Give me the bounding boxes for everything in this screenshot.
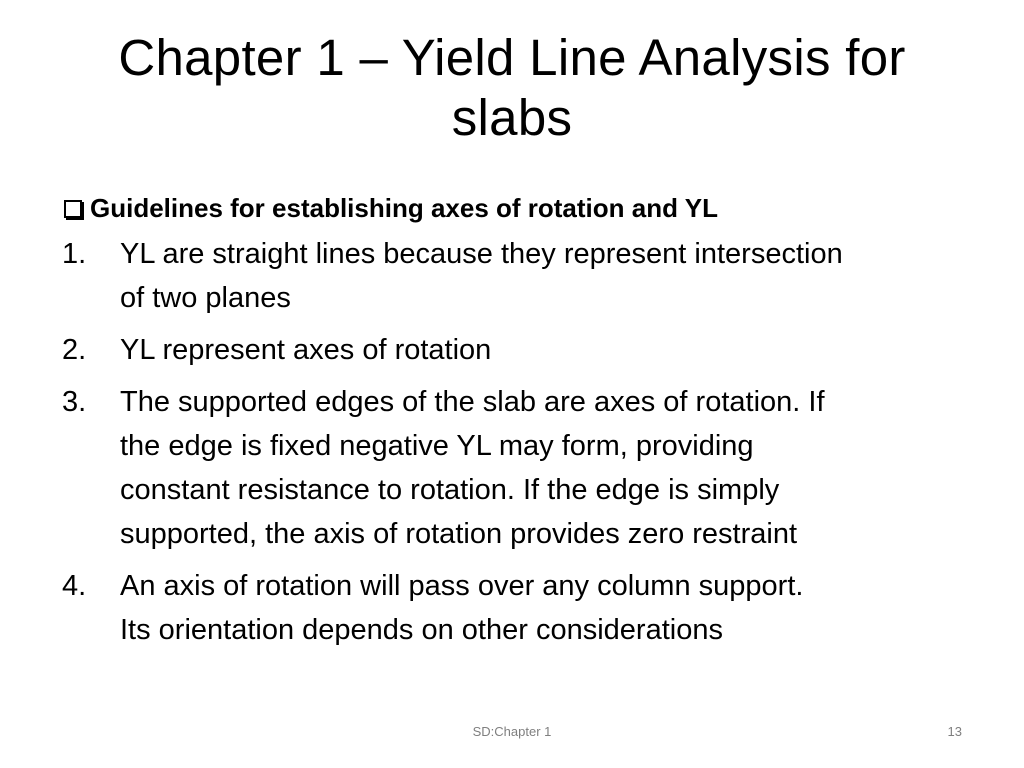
list-item-number: 1. (62, 238, 87, 270)
list-item-line: of two planes (120, 282, 291, 314)
guidelines-list (62, 232, 972, 652)
list-item-line: Its orientation depends on other considerations (120, 614, 723, 646)
list-item-number: 2. (62, 334, 87, 366)
list-item-line: YL represent axes of rotation (120, 334, 492, 366)
checkbox-bullet-icon (64, 200, 82, 218)
list-item-line: constant resistance to rotation. If the edge is simply (120, 474, 780, 506)
list-item-line: The supported edges of the slab are axes of rotation. If (120, 386, 825, 418)
slide-title-line-1: Chapter 1 – Yield Line Analysis for (118, 29, 906, 86)
list-item-number: 4. (62, 570, 87, 602)
list-item-number: 3. (62, 386, 87, 418)
list-item-text (120, 232, 972, 320)
list-item-line: YL are straight lines because they represent intersection (120, 238, 843, 270)
list-item (62, 328, 972, 372)
guidelines-heading-text: Guidelines for establishing axes of rotation and YL (90, 193, 718, 223)
list-item-text (120, 328, 972, 372)
slide-title-line-2: slabs (451, 89, 573, 146)
list-item-text (120, 380, 972, 556)
list-item (62, 564, 972, 652)
slide-content (62, 186, 972, 660)
slide-title (60, 28, 964, 148)
list-item-line: supported, the axis of rotation provides zero restraint (120, 518, 798, 550)
list-item (62, 380, 972, 556)
footer-label: SD:Chapter 1 (472, 724, 552, 739)
list-item-line: An axis of rotation will pass over any column support. (120, 570, 804, 602)
page-number: 13 (947, 724, 962, 739)
list-item-text (120, 564, 972, 652)
list-item (62, 232, 972, 320)
list-item-line: the edge is fixed negative YL may form, providing (120, 430, 754, 462)
guidelines-heading (62, 186, 972, 230)
